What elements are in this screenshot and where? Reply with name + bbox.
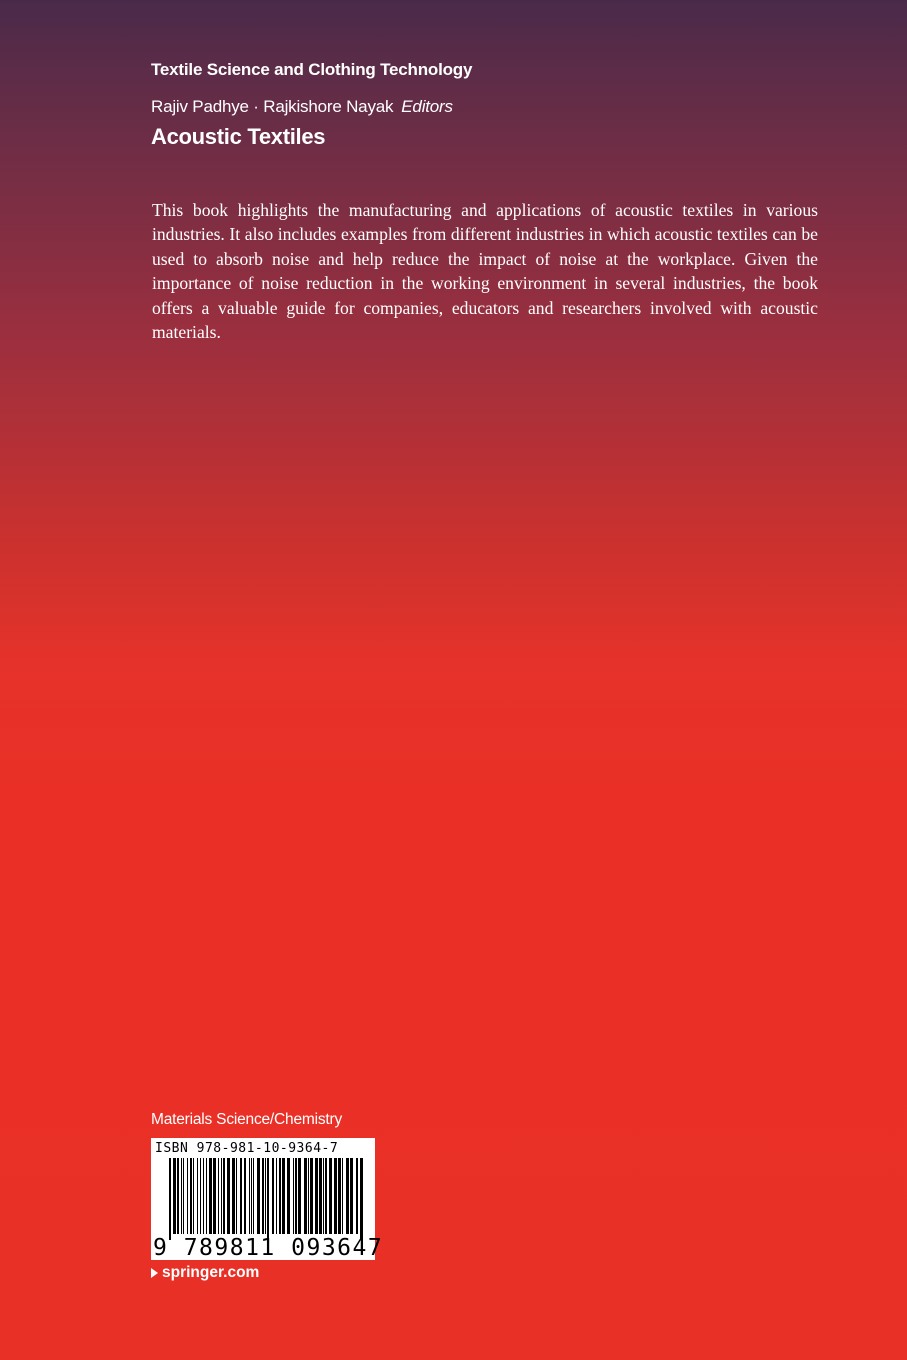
- barcode-bar: [276, 1158, 277, 1234]
- barcode-bar: [183, 1158, 184, 1234]
- triangle-right-icon: [151, 1268, 158, 1278]
- barcode-bar: [251, 1158, 252, 1234]
- barcode-box: [151, 1138, 384, 1261]
- barcode-bar: [244, 1158, 246, 1234]
- barcode-bar: [200, 1158, 201, 1234]
- barcode-bar: [181, 1158, 182, 1234]
- barcode-bar: [346, 1158, 349, 1234]
- publisher-website[interactable]: [151, 1264, 259, 1282]
- barcode-bar: [253, 1158, 254, 1234]
- barcode-bar: [308, 1158, 309, 1234]
- barcode-bar: [356, 1158, 358, 1234]
- editors-names: Rajiv Padhye · Rajkishore Nayak: [151, 97, 394, 116]
- barcode-bar: [203, 1158, 204, 1234]
- barcode-bar: [213, 1158, 216, 1234]
- barcode-bar: [267, 1158, 269, 1240]
- barcode-bar: [193, 1158, 194, 1234]
- barcode-bar: [240, 1158, 242, 1234]
- barcode-bar: [265, 1158, 266, 1234]
- barcode-bar: [323, 1158, 324, 1234]
- barcode-bar: [272, 1158, 274, 1234]
- barcode-bar: [190, 1158, 192, 1234]
- barcode-bar: [282, 1158, 285, 1234]
- barcode-bar: [169, 1158, 171, 1240]
- barcode-bar: [177, 1158, 179, 1234]
- barcode-bar: [295, 1158, 297, 1234]
- barcode-bar: [334, 1158, 337, 1234]
- book-title: Acoustic Textiles: [151, 124, 326, 149]
- barcode-bar: [338, 1158, 341, 1234]
- barcode-bar: [304, 1158, 307, 1234]
- editors-line: [151, 97, 453, 117]
- barcode-bar: [315, 1158, 318, 1234]
- series-title: Textile Science and Clothing Technology: [151, 60, 473, 79]
- barcode-bar: [319, 1158, 322, 1234]
- website-label: springer.com: [162, 1264, 260, 1281]
- barcode-bar: [173, 1158, 176, 1234]
- barcode-bar: [287, 1158, 290, 1234]
- barcode-bar: [232, 1158, 235, 1234]
- barcode-bar: [209, 1158, 212, 1234]
- editors-role: Editors: [401, 97, 453, 116]
- barcode-bar: [249, 1158, 250, 1234]
- subject-category: Materials Science/Chemistry: [151, 1111, 342, 1128]
- barcode-bar: [236, 1158, 237, 1234]
- book-description: This book highlights the manufacturing and applications of acoustic textiles in various industries. It also includes examples from different industries in which acoustic textiles can be used to absorb noise and help reduce the impact of noise at the workplace. Given the importance of noise reduction in the working environment in several industries, the book offers a valuable guide for companies, educators and researchers involved with acoustic materials.: [152, 200, 818, 343]
- barcode-bar: [221, 1158, 222, 1234]
- barcode-bar: [197, 1158, 198, 1234]
- barcode-bar: [206, 1158, 207, 1234]
- barcode-bar: [218, 1158, 219, 1234]
- barcode-bar: [293, 1158, 294, 1234]
- barcode-bar: [227, 1158, 230, 1234]
- barcode-bar: [360, 1158, 363, 1240]
- ean-digits: 9 789811 093647: [153, 1235, 384, 1261]
- barcode-bar: [187, 1158, 188, 1234]
- barcode-bar: [257, 1158, 260, 1234]
- barcode-bar: [350, 1158, 353, 1234]
- barcode-bar: [310, 1158, 313, 1234]
- isbn-label: ISBN 978-981-10-9364-7: [155, 1141, 339, 1156]
- barcode-bar: [279, 1158, 281, 1234]
- barcode-bar: [262, 1158, 264, 1234]
- barcode-bar: [329, 1158, 332, 1234]
- barcode-bar: [325, 1158, 327, 1234]
- barcode-bar: [298, 1158, 301, 1234]
- barcode-bar: [223, 1158, 225, 1234]
- barcode-bar: [342, 1158, 343, 1234]
